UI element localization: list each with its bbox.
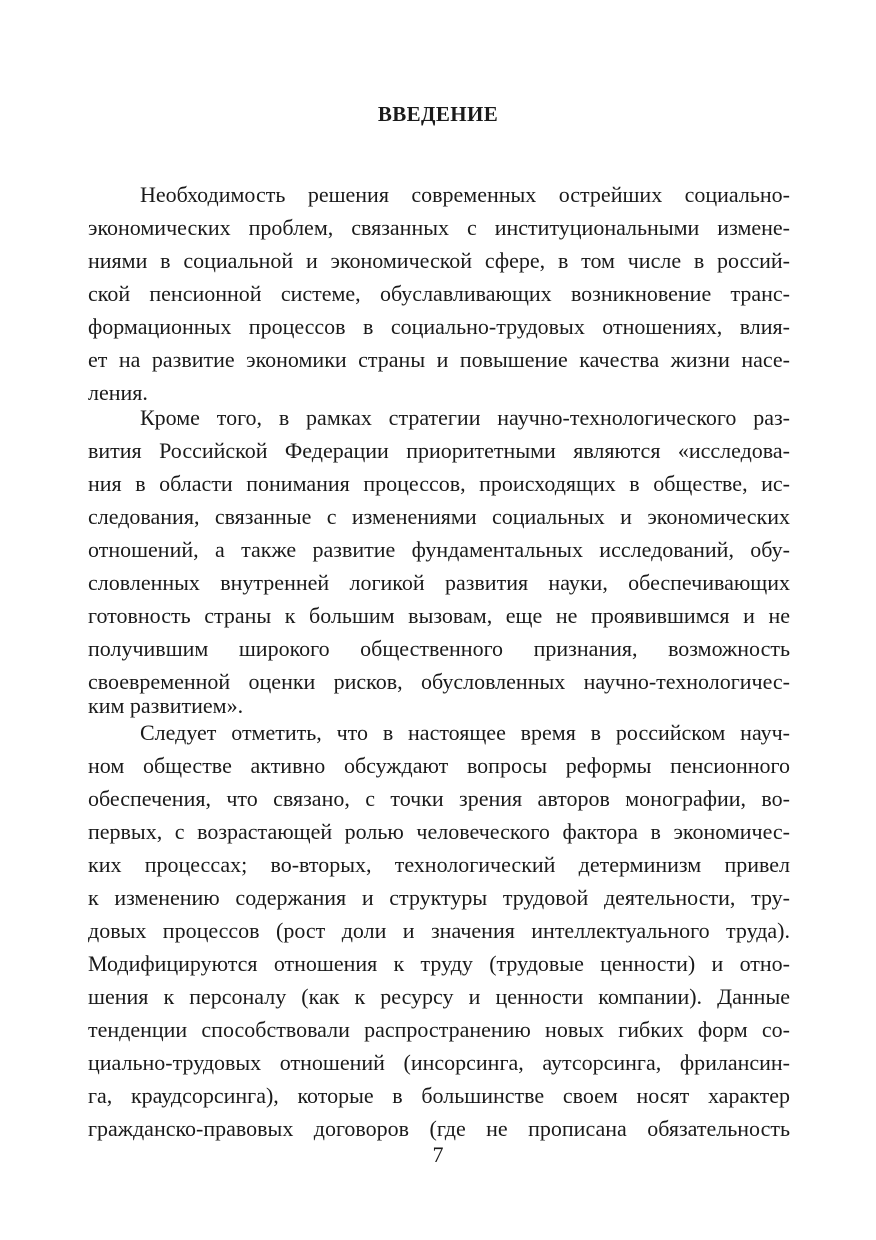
text-line: ким развитием». xyxy=(88,693,244,718)
text-line: ких процессах; во-вторых, технологический детерминизм привел xyxy=(88,852,790,877)
text-line: Кроме того, в рамках стратегии научно-технологического раз- xyxy=(140,405,790,430)
text-line: получившим широкого общественного признания, возможность xyxy=(88,636,790,661)
text-line: отношений, а также развитие фундаментальных исследований, обу- xyxy=(88,537,790,562)
text-line: словленных внутренней логикой развития науки, обеспечивающих xyxy=(88,570,790,595)
text-line: первых, с возрастающей ролью человеческого фактора в экономичес- xyxy=(88,819,790,844)
text-line: тенденции способствовали распространению новых гибких форм со- xyxy=(88,1017,790,1042)
section-heading: ВВЕДЕНИЕ xyxy=(377,102,499,126)
text-line: Модифицируются отношения к труду (трудовые ценности) и отно- xyxy=(88,951,790,976)
text-line: довых процессов (рост доли и значения интеллектуального труда). xyxy=(88,918,790,943)
text-line: га, краудсорсинга), которые в большинстве своем носят характер xyxy=(88,1083,790,1108)
text-line: Необходимость решения современных острейших социально- xyxy=(140,182,790,207)
text-line: к изменению содержания и структуры трудовой деятельности, тру- xyxy=(88,885,790,910)
text-line: ния в области понимания процессов, происходящих в обществе, ис- xyxy=(88,471,790,496)
text-line: циально-трудовых отношений (инсорсинга, аутсорсинга, фрилансин- xyxy=(88,1050,790,1075)
page-number: 7 xyxy=(432,1142,444,1167)
text-line: шения к персоналу (как к ресурсу и ценности компании). Данные xyxy=(88,984,790,1009)
text-line: ном обществе активно обсуждают вопросы реформы пенсионного xyxy=(88,753,790,778)
text-line: экономических проблем, связанных с институциональными измене- xyxy=(88,215,790,240)
text-line: ет на развитие экономики страны и повышение качества жизни насе- xyxy=(88,347,790,372)
text-line: ления. xyxy=(88,380,148,405)
text-line: своевременной оценки рисков, обусловленных научно-технологичес- xyxy=(88,669,790,694)
text-line: обеспечения, что связано, с точки зрения авторов монографии, во- xyxy=(88,786,790,811)
text-line: готовность страны к большим вызовам, еще не проявившимся и не xyxy=(88,603,790,628)
text-line: ниями в социальной и экономической сфере, в том числе в россий- xyxy=(88,248,790,273)
text-line: формационных процессов в социально-трудовых отношениях, влия- xyxy=(88,314,790,339)
text-line: гражданско-правовых договоров (где не прописана обязательность xyxy=(88,1116,790,1141)
text-line: следования, связанные с изменениями социальных и экономических xyxy=(88,504,790,529)
text-line: Следует отметить, что в настоящее время в российском науч- xyxy=(140,720,790,745)
text-line: ской пенсионной системе, обуславливающих возникновение транс- xyxy=(88,281,790,306)
text-line: вития Российской Федерации приоритетными являются «исследова- xyxy=(88,438,790,463)
